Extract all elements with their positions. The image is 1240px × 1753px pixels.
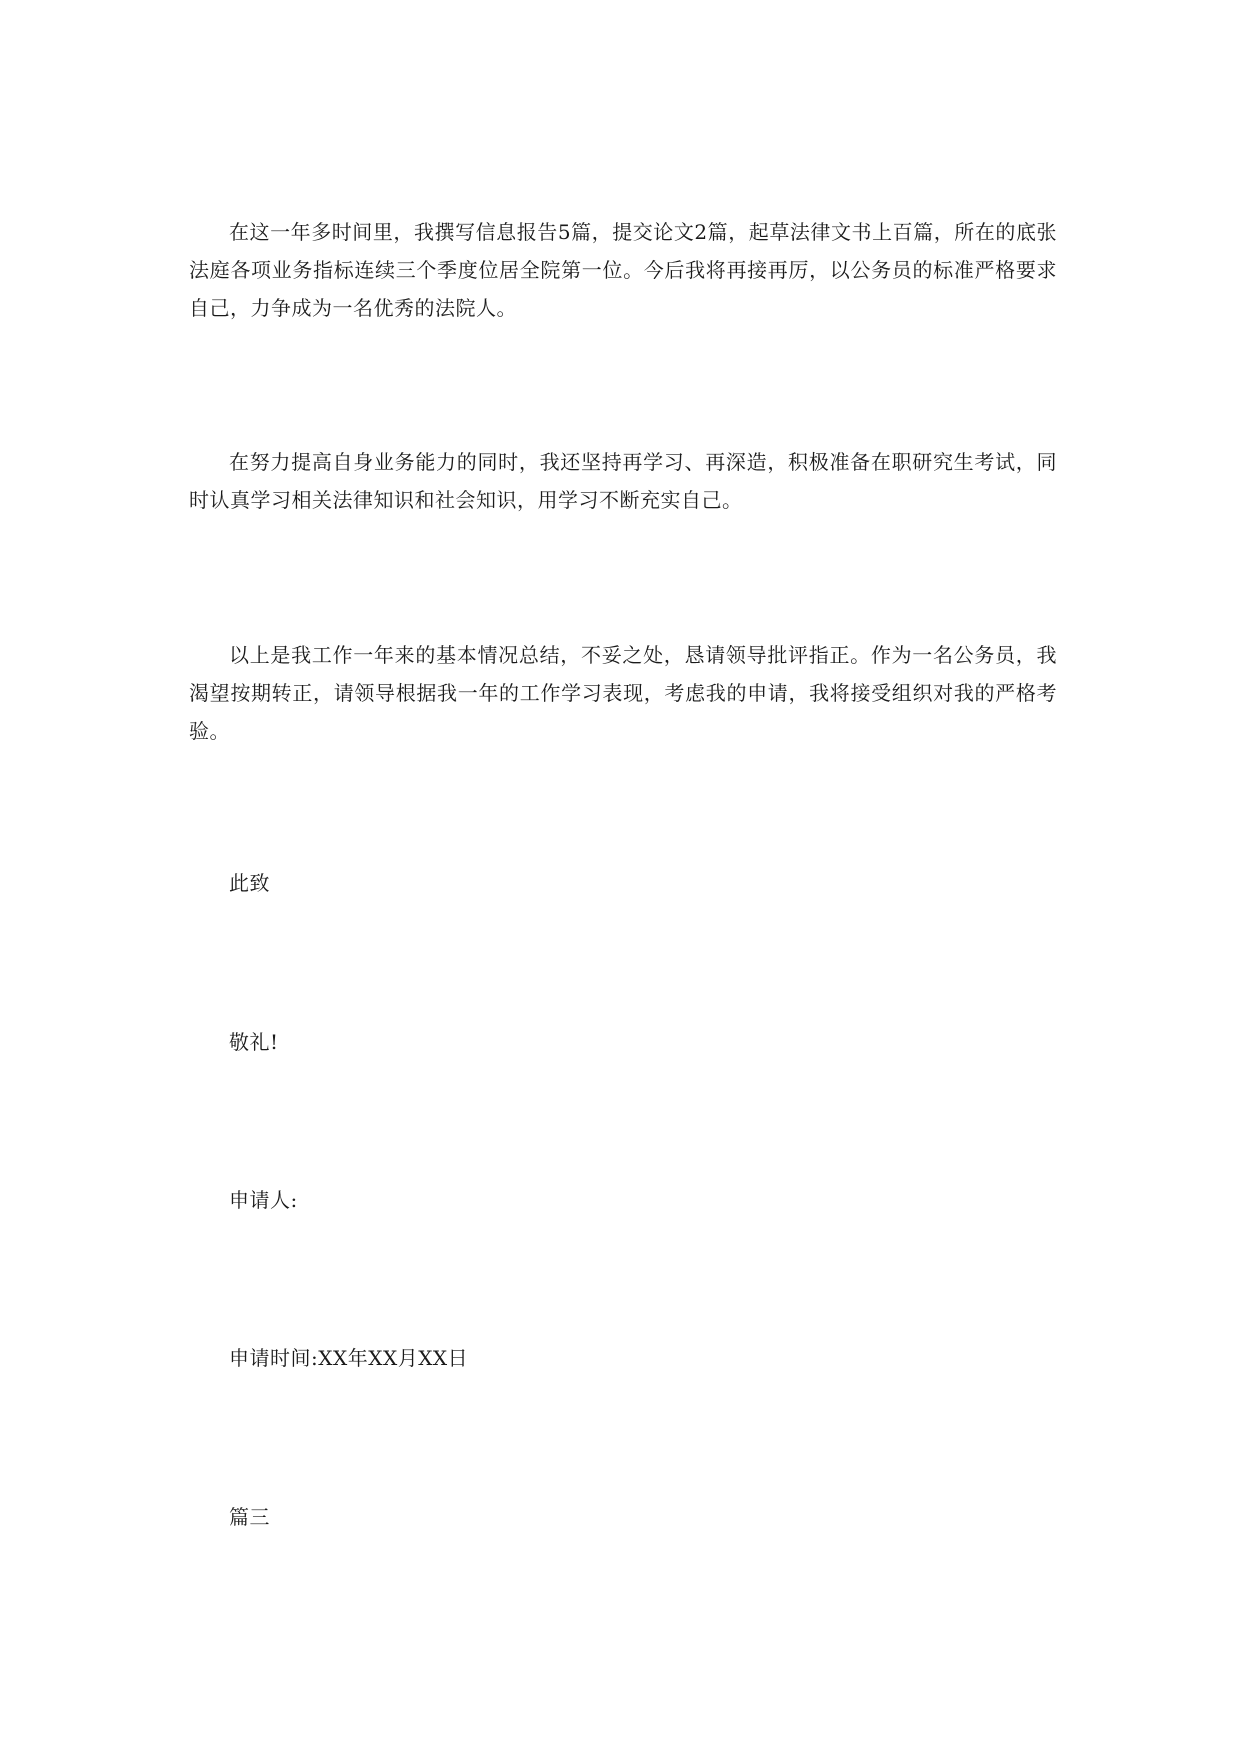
closing-phrase: 此致	[229, 871, 270, 895]
paragraph-summary-request: 以上是我工作一年来的基本情况总结，不妥之处，恳请领导批评指正。作为一名公务员，我渴望按期转正，请领导根据我一年的工作学习表现，考虑我的申请，我将接受组织对我的严格考验。	[189, 643, 1057, 743]
application-date: 申请时间:XX年XX月XX日	[229, 1346, 469, 1370]
section-heading: 篇三	[229, 1505, 270, 1529]
paragraph-continued-study: 在努力提高自身业务能力的同时，我还坚持再学习、再深造，积极准备在职研究生考试，同时认真学习相关法律知识和社会知识，用学习不断充实自己。	[189, 450, 1057, 512]
paragraph-work-achievements: 在这一年多时间里，我撰写信息报告5篇，提交论文2篇，起草法律文书上百篇，所在的底张法庭各项业务指标连续三个季度位居全院第一位。今后我将再接再厉，以公务员的标准严格要求自己，力争成为一名优秀的法院人。	[189, 220, 1057, 320]
applicant-label: 申请人:	[229, 1188, 298, 1212]
salutation: 敬礼!	[229, 1030, 279, 1054]
